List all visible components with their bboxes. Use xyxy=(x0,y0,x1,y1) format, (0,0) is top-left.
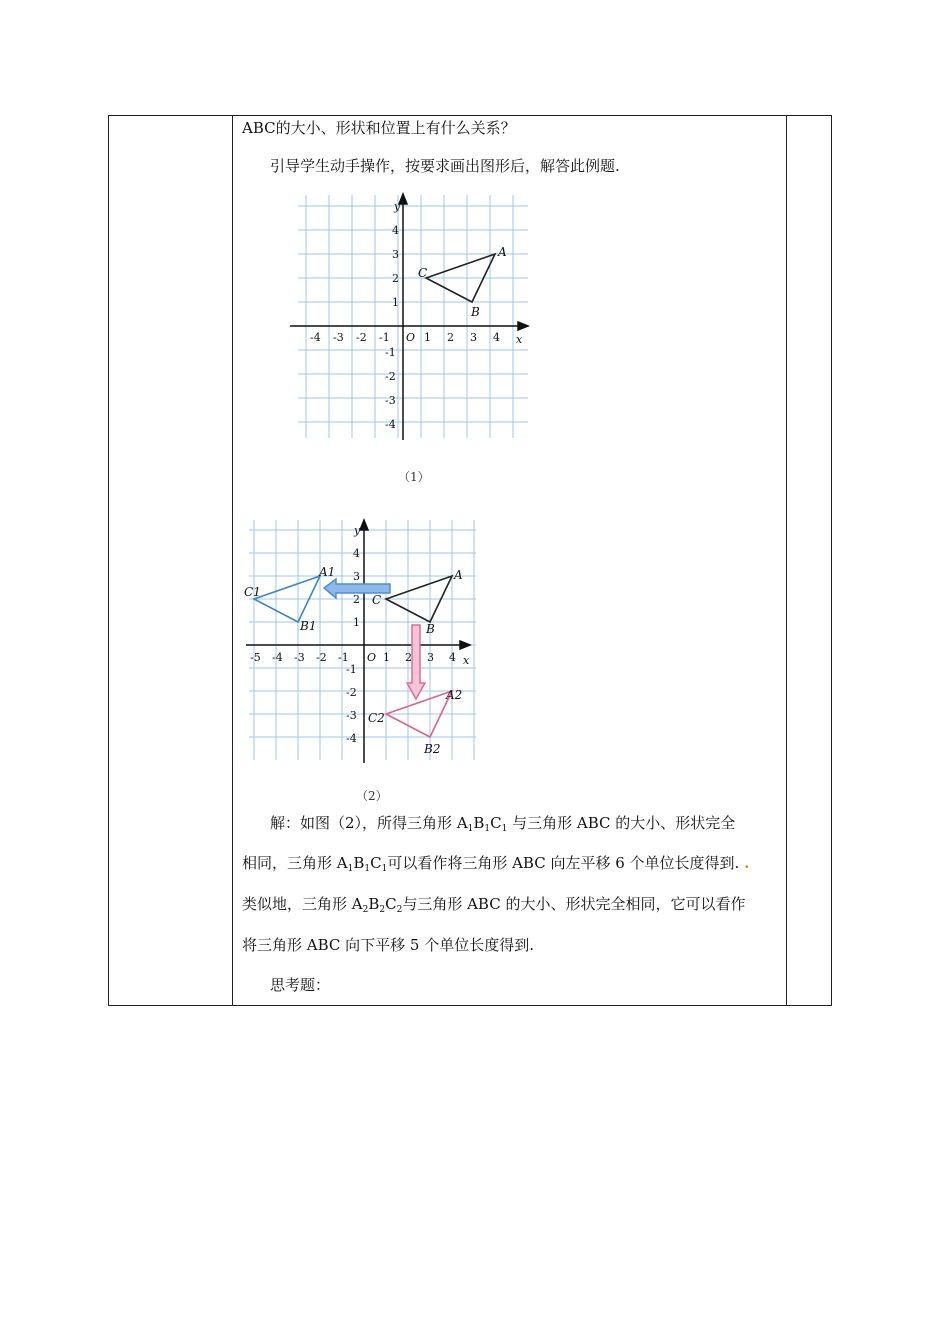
x-axis-label: x xyxy=(463,654,470,667)
y-tick-label: 3 xyxy=(392,248,399,261)
text-span: 与三角形 ABC 的大小、形状完全 xyxy=(512,814,736,832)
y-tick-label: -1 xyxy=(385,346,396,359)
vertex-label: B2 xyxy=(424,742,441,756)
y-tick-label: -2 xyxy=(346,686,357,699)
y-tick-label: 2 xyxy=(353,593,360,606)
y-tick-label: -1 xyxy=(346,663,357,676)
y-tick-label: -4 xyxy=(346,732,357,745)
table-column-divider xyxy=(232,116,233,1005)
vertex-label: C2 xyxy=(368,711,385,725)
table-column-divider xyxy=(786,116,787,1005)
x-tick-label: 1 xyxy=(424,331,431,344)
solution-line-2 xyxy=(242,853,749,876)
y-tick-label: -3 xyxy=(346,709,357,722)
figure-1-caption: （1） xyxy=(398,470,430,484)
figure-2-caption: （2） xyxy=(356,789,388,803)
question-text: ABC的大小、形状和位置上有什么关系？ xyxy=(242,119,516,137)
y-tick-label: 3 xyxy=(353,570,360,583)
vertex-label: C xyxy=(418,266,428,280)
x-tick-label: -5 xyxy=(250,651,261,664)
x-axis-label: x xyxy=(516,333,523,346)
x-tick-label: -4 xyxy=(272,651,283,664)
subscript: 2 xyxy=(396,905,403,915)
subscript: 2 xyxy=(379,905,386,915)
x-tick-label: 1 xyxy=(383,651,390,664)
subscript: 1 xyxy=(347,864,354,874)
figure-2-plot xyxy=(244,515,479,765)
x-tick-label: -2 xyxy=(356,331,367,344)
x-tick-label: -2 xyxy=(316,651,327,664)
x-tick-label: 3 xyxy=(470,331,477,344)
y-tick-label: 4 xyxy=(353,547,360,560)
x-tick-label: 2 xyxy=(447,331,454,344)
y-tick-label: -4 xyxy=(385,418,396,431)
subscript: 2 xyxy=(362,905,369,915)
y-axis-label: y xyxy=(354,524,361,537)
subscript: 1 xyxy=(364,864,371,874)
subscript: 1 xyxy=(467,824,474,834)
text-span: C xyxy=(490,814,502,832)
orange-dot-mark: . xyxy=(744,854,750,872)
text-span: B xyxy=(473,814,485,832)
text-span: C xyxy=(370,854,382,872)
vertex-label: A xyxy=(454,568,463,582)
origin-label: O xyxy=(406,331,416,344)
text-span: 解：如图（2），所得三角形 A xyxy=(270,814,468,832)
x-tick-label: -1 xyxy=(379,331,390,344)
x-tick-label: -3 xyxy=(294,651,305,664)
vertex-label: B1 xyxy=(300,619,317,633)
figure-2 xyxy=(244,515,479,769)
figure-1 xyxy=(288,190,533,449)
text-span: 可以看作将三角形 ABC 向左平移 6 个单位长度得到. xyxy=(387,854,740,872)
x-tick-label: 4 xyxy=(493,331,500,344)
subscript: 1 xyxy=(501,824,508,834)
x-tick-label: 3 xyxy=(427,651,434,664)
thinking-question-label: 思考题： xyxy=(270,976,331,994)
y-tick-label: 2 xyxy=(392,272,399,285)
solution-line-4: 将三角形 ABC 向下平移 5 个单位长度得到. xyxy=(242,936,534,954)
origin-label: O xyxy=(367,651,377,664)
y-axis-label: y xyxy=(394,200,401,213)
x-tick-label: 2 xyxy=(405,651,412,664)
y-tick-label: 4 xyxy=(392,224,399,237)
vertex-label: A1 xyxy=(319,565,336,579)
vertex-label: C1 xyxy=(244,585,261,599)
solution-line-3 xyxy=(242,894,745,917)
x-tick-label: 4 xyxy=(449,651,456,664)
figure-1-plot xyxy=(288,190,533,445)
text-span: 相同，三角形 A xyxy=(242,854,348,872)
x-tick-label: -1 xyxy=(338,651,349,664)
text-span: B xyxy=(353,854,365,872)
y-tick-label: -3 xyxy=(385,394,396,407)
solution-line-1 xyxy=(270,813,735,836)
vertex-label: B xyxy=(471,305,480,319)
vertex-label: C xyxy=(372,593,382,607)
x-tick-label: -4 xyxy=(310,331,321,344)
text-span: 与三角形 ABC 的大小、形状完全相同，它可以看作 xyxy=(402,895,746,913)
text-span: B xyxy=(368,895,380,913)
subscript: 1 xyxy=(381,864,388,874)
vertex-label: B xyxy=(426,622,435,636)
vertex-label: A2 xyxy=(446,688,463,702)
vertex-label: A xyxy=(498,245,507,259)
text-span: 类似地，三角形 A xyxy=(242,895,363,913)
y-tick-label: -2 xyxy=(385,370,396,383)
y-tick-label: 1 xyxy=(353,616,360,629)
subscript: 1 xyxy=(484,824,491,834)
text-span: C xyxy=(385,895,397,913)
instruction-text: 引导学生动手操作，按要求画出图形后，解答此例题. xyxy=(270,157,620,175)
x-tick-label: -3 xyxy=(333,331,344,344)
y-tick-label: 1 xyxy=(392,296,399,309)
